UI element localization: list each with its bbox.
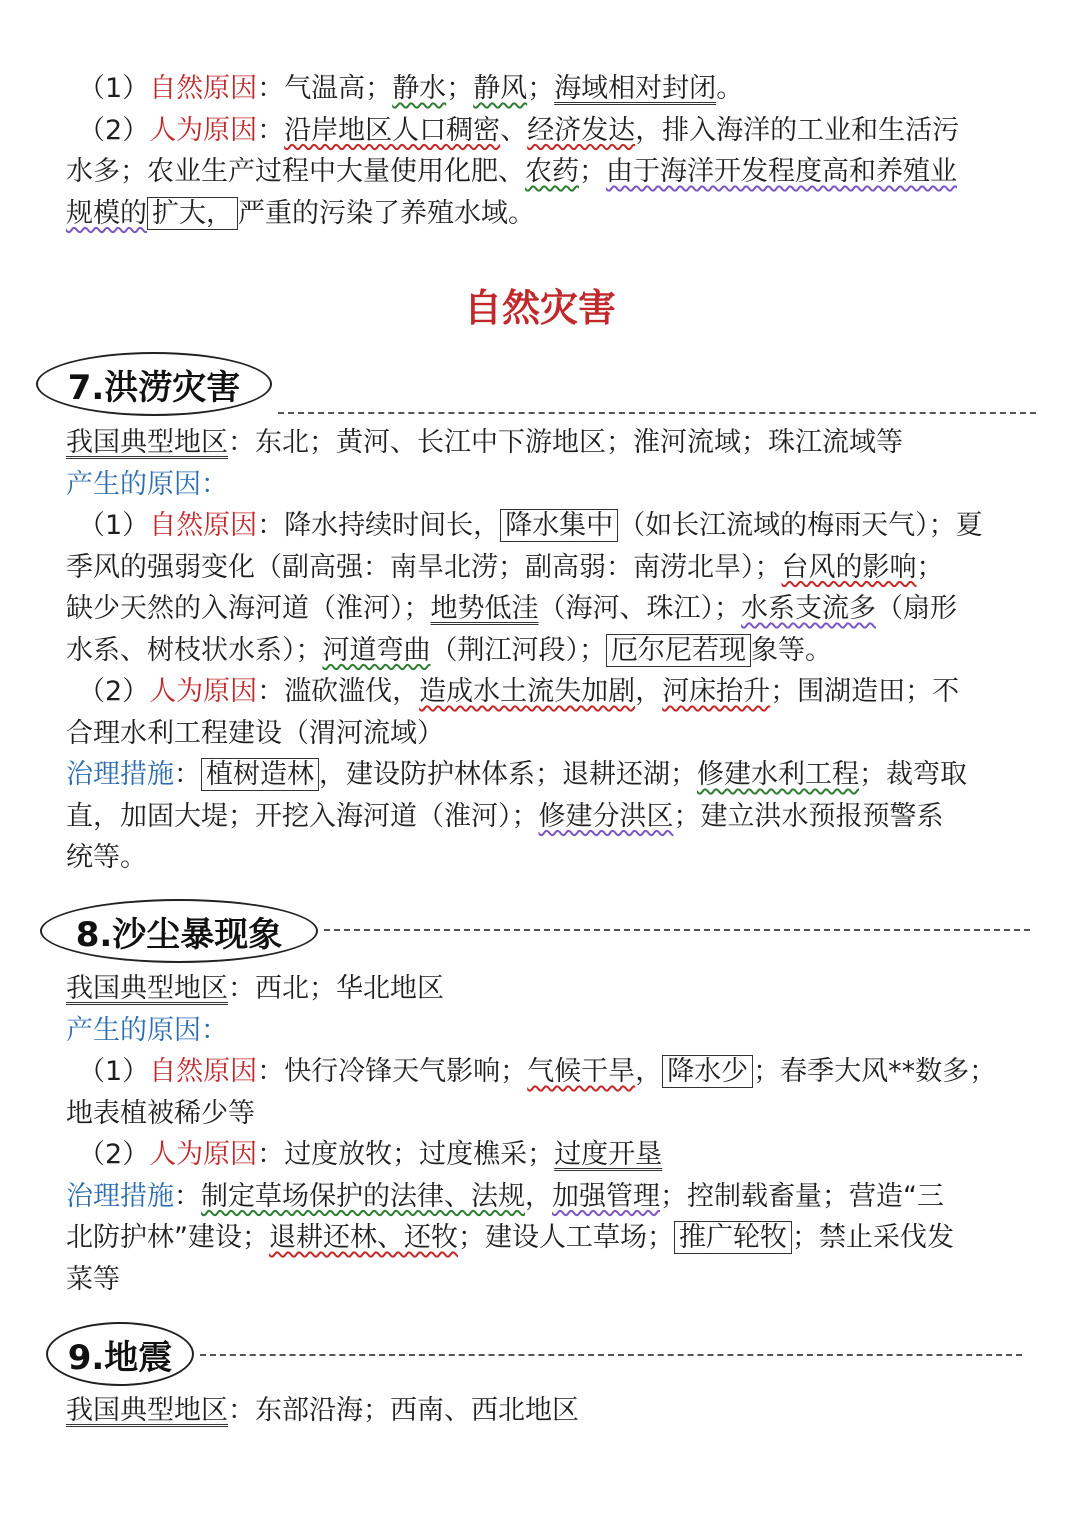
text: 过度放牧；过度樵采； bbox=[284, 1139, 555, 1170]
item-number: （2） bbox=[78, 1139, 150, 1170]
keyword: 河道弯曲 bbox=[322, 634, 431, 666]
region-label: 我国典型地区 bbox=[66, 1395, 228, 1426]
item-number: （1） bbox=[78, 510, 150, 541]
item-number: （2） bbox=[78, 676, 150, 707]
human-cause-line-1 bbox=[66, 1134, 1021, 1176]
text: 严重的污染了养殖水域。 bbox=[238, 197, 535, 229]
text: 季风的强弱变化（副高强：南旱北涝；副高弱：南涝北旱）； bbox=[66, 551, 782, 583]
region-line bbox=[66, 422, 1021, 464]
section-8-heading bbox=[40, 899, 1030, 963]
separator: ： bbox=[257, 114, 285, 146]
cause-heading: 产生的原因： bbox=[66, 468, 228, 500]
text: ；裁弯取 bbox=[859, 759, 967, 790]
text: （如长江流域的梅雨天气）；夏 bbox=[618, 510, 983, 541]
boxed-keyword: 降水集中 bbox=[500, 509, 618, 542]
item-number: （2） bbox=[78, 114, 150, 146]
keyword: 静风 bbox=[473, 73, 528, 104]
separator: ： bbox=[257, 510, 285, 541]
text: 滥砍滥伐， bbox=[284, 676, 420, 707]
region-label: 我国典型地区 bbox=[66, 973, 228, 1004]
keyword: 由于海洋开发程度高和养殖业 bbox=[606, 156, 957, 187]
dashed-divider bbox=[324, 929, 1030, 931]
dashed-divider bbox=[278, 412, 1036, 414]
page-title: 自然灾害 bbox=[463, 286, 616, 330]
natural-cause-line-3 bbox=[66, 588, 1021, 630]
intro-line-3 bbox=[66, 151, 1021, 193]
section-7-body bbox=[66, 422, 1021, 879]
keyword: 台风的影响 bbox=[781, 551, 917, 583]
region-text: ：东北；黄河、长江中下游地区；淮河流域；珠江流域等 bbox=[228, 427, 903, 458]
measures-label: 治理措施 bbox=[66, 1180, 174, 1212]
text: 水系、树枝状水系）； bbox=[66, 634, 323, 666]
section-7-heading bbox=[36, 352, 1036, 416]
region-line bbox=[66, 1390, 1021, 1432]
measures-line-3 bbox=[66, 1259, 1021, 1301]
natural-cause-label: 自然原因 bbox=[149, 510, 258, 541]
text: 水多；农业生产过程中大量使用化肥、 bbox=[66, 156, 525, 187]
text: ； bbox=[916, 551, 944, 583]
measures-line-1 bbox=[66, 754, 1021, 796]
text: 气温高； bbox=[284, 73, 393, 104]
text: 北防护林”建设； bbox=[66, 1222, 269, 1253]
intro-block bbox=[66, 68, 1021, 234]
keyword: 修建水利工程 bbox=[697, 759, 859, 790]
boxed-keyword: 厄尔尼若现 bbox=[606, 634, 751, 667]
text: ；建设人工草场； bbox=[458, 1222, 674, 1253]
text: 、 bbox=[500, 114, 528, 146]
natural-cause-line-2 bbox=[66, 547, 1021, 589]
text: ； bbox=[579, 156, 606, 187]
text: ， bbox=[635, 676, 663, 707]
human-cause-label: 人为原因 bbox=[149, 676, 258, 707]
text: ；禁止采伐发 bbox=[792, 1222, 954, 1253]
separator: ： bbox=[174, 759, 201, 790]
measures-line-2 bbox=[66, 1217, 1021, 1259]
boxed-keyword: 扩大， bbox=[147, 197, 238, 230]
separator: ： bbox=[174, 1180, 201, 1212]
text: （荆江河段）； bbox=[430, 634, 606, 666]
text: 降水持续时间长， bbox=[284, 510, 501, 541]
measures-line-1 bbox=[66, 1176, 1021, 1218]
measures-line-2 bbox=[66, 796, 1021, 838]
keyword: 加强管理 bbox=[552, 1180, 660, 1212]
keyword: 制定草场保护的法律、法规 bbox=[201, 1180, 525, 1212]
text: ， bbox=[525, 1180, 552, 1212]
keyword: 静水 bbox=[392, 73, 447, 104]
natural-cause-label: 自然原因 bbox=[149, 73, 258, 104]
item-number: （1） bbox=[78, 1056, 150, 1087]
text: ；春季大风**数多； bbox=[753, 1056, 997, 1087]
keyword: 水系支流多 bbox=[741, 593, 876, 624]
keyword: 规模的 bbox=[66, 197, 147, 229]
section-oval: 8.沙尘暴现象 bbox=[40, 899, 318, 963]
section-9-heading bbox=[46, 1322, 1022, 1386]
text: 快行冷锋天气影响； bbox=[284, 1056, 528, 1087]
keyword: 地势低洼 bbox=[430, 593, 539, 624]
text: 地表植被稀少等 bbox=[66, 1097, 255, 1129]
separator: ： bbox=[257, 1056, 285, 1087]
keyword: 农药 bbox=[525, 156, 579, 187]
measures-label: 治理措施 bbox=[66, 759, 174, 790]
keyword: 经济发达 bbox=[527, 114, 636, 146]
human-cause-line-2 bbox=[66, 713, 1021, 755]
text: 合理水利工程建设（渭河流域） bbox=[66, 717, 444, 749]
text: 统等。 bbox=[66, 842, 147, 873]
text: 。 bbox=[716, 73, 744, 104]
intro-line-natural bbox=[66, 68, 1021, 110]
keyword: 过度开垦 bbox=[554, 1139, 663, 1170]
section-oval: 7.洪涝灾害 bbox=[36, 352, 272, 416]
keyword: 沿岸地区人口稠密 bbox=[284, 114, 501, 146]
natural-cause-label: 自然原因 bbox=[149, 1056, 258, 1087]
text: ； bbox=[527, 73, 555, 104]
section-oval: 9.地震 bbox=[46, 1322, 194, 1386]
region-text: ：西北；华北地区 bbox=[228, 973, 444, 1004]
dashed-divider bbox=[200, 1354, 1022, 1356]
natural-cause-line-4 bbox=[66, 630, 1021, 672]
boxed-keyword: 降水少 bbox=[662, 1055, 753, 1088]
region-label: 我国典型地区 bbox=[66, 427, 228, 458]
intro-line-human bbox=[66, 110, 1021, 152]
intro-line-4 bbox=[66, 193, 1021, 235]
text: 缺少天然的入海河道（淮河）； bbox=[66, 593, 431, 624]
section-8-body bbox=[66, 968, 1021, 1300]
human-cause-line-1 bbox=[66, 671, 1021, 713]
natural-cause-line-1 bbox=[66, 1051, 1021, 1093]
keyword: 修建分洪区 bbox=[538, 800, 674, 832]
measures-line-3 bbox=[66, 837, 1021, 879]
item-number: （1） bbox=[78, 73, 150, 104]
keyword: 气候干旱 bbox=[527, 1056, 636, 1087]
separator: ： bbox=[257, 1139, 285, 1170]
keyword: 海域相对封闭 bbox=[554, 73, 717, 104]
region-line bbox=[66, 968, 1021, 1010]
cause-heading: 产生的原因： bbox=[66, 1014, 228, 1046]
region-text: ：东部沿海；西南、西北地区 bbox=[228, 1395, 579, 1426]
keyword: 河床抬升 bbox=[662, 676, 771, 707]
natural-cause-line-1 bbox=[66, 505, 1021, 547]
boxed-keyword: 植树造林 bbox=[201, 758, 319, 791]
human-cause-label: 人为原因 bbox=[149, 114, 258, 146]
text: ，建设防护林体系；退耕还湖； bbox=[319, 759, 697, 790]
keyword: 退耕还林、还牧 bbox=[269, 1222, 458, 1253]
separator: ： bbox=[257, 676, 285, 707]
text: 直，加固大堤；开挖入海河道（淮河）； bbox=[66, 800, 539, 832]
text: ； bbox=[446, 73, 474, 104]
text: （扇形 bbox=[876, 593, 957, 624]
text: ， bbox=[635, 1056, 663, 1087]
separator: ： bbox=[257, 73, 285, 104]
text: ，排入海洋的工业和生活污 bbox=[635, 114, 960, 146]
boxed-keyword: 推广轮牧 bbox=[674, 1221, 792, 1254]
text: 菜等 bbox=[66, 1263, 120, 1295]
text: ；控制载畜量；营造“三 bbox=[660, 1180, 944, 1212]
keyword: 造成水土流失加剧 bbox=[419, 676, 636, 707]
text: ；围湖造田；不 bbox=[770, 676, 960, 707]
natural-cause-line-2 bbox=[66, 1093, 1021, 1135]
human-cause-label: 人为原因 bbox=[149, 1139, 258, 1170]
text: ；建立洪水预报预警系 bbox=[673, 800, 944, 832]
text: （海河、珠江）； bbox=[538, 593, 741, 624]
section-9-body bbox=[66, 1390, 1021, 1432]
text: 象等。 bbox=[751, 634, 832, 666]
